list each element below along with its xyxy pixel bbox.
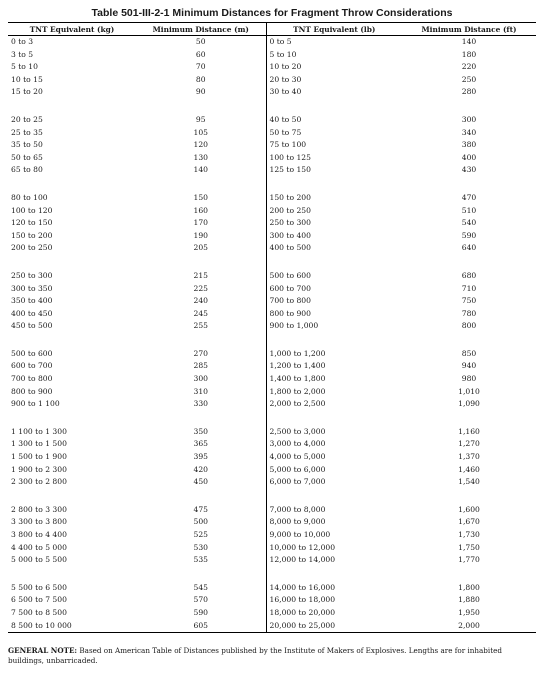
cell-tnt-kg: 5 to 10 — [11, 62, 38, 72]
cell-distance-ft: 1,750 — [458, 542, 480, 552]
cell-tnt-lb: 10 to 20 — [266, 61, 402, 74]
cell-distance-ft: 400 — [461, 152, 477, 162]
table-row — [8, 164, 536, 177]
spacer-cell — [402, 567, 536, 582]
cell-tnt-lb: 1,800 to 2,000 — [266, 386, 402, 399]
cell-distance-ft: 1,370 — [458, 452, 480, 462]
cell-distance-ft: 1,090 — [458, 399, 480, 409]
cell-tnt-lb: 20,000 to 25,000 — [266, 620, 402, 633]
cell-tnt-lb: 200 to 250 — [266, 205, 402, 218]
cell-distance-ft: 300 — [461, 114, 477, 124]
cell-distance-ft: 1,670 — [458, 517, 480, 527]
cell-tnt-kg: 100 to 120 — [11, 205, 53, 215]
cell-distance-ft: 280 — [461, 87, 477, 97]
cell-tnt-kg: 400 to 450 — [11, 308, 53, 318]
note-text: Based on American Table of Distances published by the Institute of Makers of Explosives. Lengths are for inhabited buildings, unbarricaded. — [8, 646, 502, 665]
spacer-cell — [8, 177, 136, 192]
group-spacer — [8, 255, 536, 270]
cell-tnt-lb: 9,000 to 10,000 — [266, 529, 402, 542]
cell-tnt-lb: 50 to 75 — [266, 127, 402, 140]
cell-tnt-kg: 600 to 700 — [11, 361, 53, 371]
cell-tnt-lb: 800 to 900 — [266, 308, 402, 321]
cell-distance-m: 150 — [193, 192, 208, 202]
cell-tnt-kg: 5 000 to 5 500 — [11, 555, 67, 565]
spacer-cell — [136, 255, 266, 270]
table-row — [8, 582, 536, 595]
table-row — [8, 49, 536, 62]
cell-tnt-kg: 350 to 400 — [11, 296, 53, 306]
cell-distance-ft: 780 — [461, 308, 477, 318]
cell-distance-ft: 250 — [461, 74, 477, 84]
cell-distance-m: 270 — [193, 348, 208, 358]
cell-tnt-lb: 12,000 to 14,000 — [266, 554, 402, 567]
cell-distance-m: 395 — [193, 452, 208, 462]
cell-tnt-kg: 120 to 150 — [11, 218, 53, 228]
cell-distance-ft: 2,000 — [402, 620, 536, 633]
spacer-cell — [136, 177, 266, 192]
cell-distance-m: 330 — [193, 399, 208, 409]
table-row — [8, 398, 536, 411]
table-row — [8, 529, 536, 542]
cell-distance-m: 450 — [193, 477, 208, 487]
cell-tnt-lb: 20 to 30 — [266, 74, 402, 87]
table-row — [8, 620, 536, 633]
cell-distance-ft: 980 — [461, 374, 477, 384]
cell-tnt-lb: 10,000 to 12,000 — [266, 542, 402, 555]
cell-distance-m: 170 — [193, 218, 208, 228]
cell-tnt-kg: 1 500 to 1 900 — [11, 452, 67, 462]
table-row — [8, 283, 536, 296]
table-row — [8, 594, 536, 607]
table-row — [8, 114, 536, 127]
cell-tnt-lb: 16,000 to 18,000 — [266, 594, 402, 607]
cell-tnt-kg: 15 to 20 — [11, 87, 43, 97]
cell-distance-m: 225 — [193, 283, 208, 293]
cell-distance-ft: 1,540 — [458, 477, 480, 487]
group-spacer — [8, 99, 536, 114]
cell-distance-ft: 1,270 — [458, 439, 480, 449]
spacer-cell — [266, 255, 402, 270]
cell-distance-ft: 1,010 — [458, 386, 480, 396]
cell-distance-m: 535 — [193, 555, 208, 565]
cell-tnt-lb: 700 to 800 — [266, 295, 402, 308]
group-spacer — [8, 411, 536, 426]
cell-tnt-kg: 300 to 350 — [11, 283, 53, 293]
cell-distance-ft: 1,800 — [458, 582, 480, 592]
cell-distance-m: 90 — [195, 87, 206, 97]
cell-distance-ft: 590 — [461, 230, 477, 240]
cell-tnt-kg: 6 500 to 7 500 — [11, 595, 67, 605]
table-row — [8, 476, 536, 489]
cell-distance-m: 420 — [193, 464, 208, 474]
cell-tnt-kg: 3 to 5 — [11, 49, 34, 59]
table-row — [8, 152, 536, 165]
cell-tnt-lb: 400 to 500 — [266, 242, 402, 255]
col-header-tnt-kg: TNT Equivalent (kg) — [8, 23, 136, 36]
cell-distance-ft: 940 — [461, 361, 477, 371]
cell-tnt-lb: 40 to 50 — [266, 114, 402, 127]
cell-tnt-lb: 0 to 5 — [266, 36, 402, 49]
cell-tnt-kg: 1 300 to 1 500 — [11, 439, 67, 449]
spacer-cell — [136, 567, 266, 582]
cell-distance-ft: 1,770 — [458, 555, 480, 565]
spacer-cell — [266, 177, 402, 192]
table-row — [8, 542, 536, 555]
cell-tnt-lb: 7,000 to 8,000 — [266, 504, 402, 517]
table-title: Table 501-III-2-1 Minimum Distances for Fragment Throw Considerations — [91, 7, 453, 19]
cell-distance-m: 95 — [195, 114, 206, 124]
table-row — [8, 217, 536, 230]
table-row — [8, 554, 536, 567]
cell-tnt-kg: 25 to 35 — [11, 127, 43, 137]
cell-tnt-lb: 100 to 125 — [266, 152, 402, 165]
note-label: GENERAL NOTE: — [8, 646, 78, 655]
cell-distance-m: 285 — [193, 361, 208, 371]
cell-distance-ft: 1,460 — [458, 464, 480, 474]
table-row — [8, 373, 536, 386]
cell-tnt-kg: 2 300 to 2 800 — [11, 477, 67, 487]
table-row — [8, 295, 536, 308]
table-row — [8, 230, 536, 243]
cell-distance-m: 105 — [193, 127, 208, 137]
cell-distance-ft: 340 — [461, 127, 477, 137]
cell-distance-m: 365 — [193, 439, 208, 449]
cell-distance-m: 605 — [136, 620, 266, 633]
cell-distance-ft: 850 — [461, 348, 477, 358]
table-row — [8, 516, 536, 529]
spacer-cell — [266, 333, 402, 348]
cell-tnt-lb: 5,000 to 6,000 — [266, 464, 402, 477]
cell-distance-ft: 1,160 — [458, 426, 480, 436]
cell-tnt-lb: 5 to 10 — [266, 49, 402, 62]
cell-tnt-kg: 20 to 25 — [11, 114, 43, 124]
cell-distance-m: 160 — [193, 205, 208, 215]
cell-distance-m: 590 — [193, 607, 208, 617]
table-row — [8, 320, 536, 333]
cell-tnt-kg: 8 500 to 10 000 — [8, 620, 136, 633]
cell-tnt-lb: 1,400 to 1,800 — [266, 373, 402, 386]
cell-tnt-kg: 50 to 65 — [11, 152, 43, 162]
cell-tnt-lb: 900 to 1,000 — [266, 320, 402, 333]
cell-tnt-lb: 150 to 200 — [266, 192, 402, 205]
cell-distance-ft: 140 — [461, 37, 477, 46]
col-header-distance-m: Minimum Distance (m) — [136, 23, 266, 36]
cell-tnt-lb: 600 to 700 — [266, 283, 402, 296]
cell-tnt-kg: 450 to 500 — [11, 321, 53, 331]
spacer-cell — [402, 99, 536, 114]
cell-distance-ft: 800 — [461, 321, 477, 331]
spacer-cell — [8, 567, 136, 582]
cell-tnt-lb: 8,000 to 9,000 — [266, 516, 402, 529]
header-row — [8, 23, 536, 36]
cell-distance-ft: 1,730 — [458, 530, 480, 539]
cell-tnt-kg: 35 to 50 — [11, 140, 43, 150]
spacer-cell — [402, 177, 536, 192]
table-row — [8, 205, 536, 218]
table-row — [8, 386, 536, 399]
spacer-cell — [402, 411, 536, 426]
cell-tnt-kg: 5 500 to 6 500 — [11, 582, 67, 592]
cell-distance-ft: 640 — [461, 243, 477, 253]
cell-tnt-lb: 500 to 600 — [266, 270, 402, 283]
cell-tnt-lb: 2,500 to 3,000 — [266, 426, 402, 439]
cell-distance-ft: 1,600 — [458, 504, 480, 514]
cell-distance-ft: 1,880 — [458, 595, 480, 605]
cell-distance-m: 80 — [195, 74, 206, 84]
cell-distance-m: 310 — [193, 386, 208, 396]
spacer-cell — [402, 489, 536, 504]
cell-distance-m: 190 — [193, 230, 208, 240]
table-row — [8, 348, 536, 361]
cell-tnt-lb: 14,000 to 16,000 — [266, 582, 402, 595]
cell-distance-ft: 470 — [461, 192, 477, 202]
spacer-cell — [8, 411, 136, 426]
cell-tnt-kg: 150 to 200 — [11, 230, 53, 240]
spacer-cell — [136, 99, 266, 114]
cell-tnt-kg: 80 to 100 — [11, 192, 48, 202]
cell-distance-m: 70 — [195, 62, 206, 72]
table-row — [8, 127, 536, 140]
cell-distance-ft: 540 — [461, 218, 477, 228]
cell-distance-m: 500 — [193, 517, 208, 527]
cell-tnt-lb: 75 to 100 — [266, 139, 402, 152]
cell-tnt-kg: 3 300 to 3 800 — [11, 517, 67, 527]
table-row — [8, 61, 536, 74]
cell-tnt-lb: 18,000 to 20,000 — [266, 607, 402, 620]
spacer-cell — [266, 99, 402, 114]
spacer-cell — [8, 99, 136, 114]
cell-tnt-kg: 700 to 800 — [11, 374, 53, 384]
table-row — [8, 426, 536, 439]
table-row — [8, 504, 536, 517]
table-row — [8, 464, 536, 477]
cell-distance-ft: 1,950 — [458, 607, 480, 617]
table-row — [8, 308, 536, 321]
cell-tnt-lb: 1,000 to 1,200 — [266, 348, 402, 361]
cell-distance-ft: 380 — [461, 140, 477, 150]
table-row — [8, 74, 536, 87]
col-header-tnt-lb: TNT Equivalent (lb) — [266, 23, 402, 36]
cell-tnt-lb: 125 to 150 — [266, 164, 402, 177]
cell-tnt-lb: 300 to 400 — [266, 230, 402, 243]
group-spacer — [8, 333, 536, 348]
cell-tnt-kg: 0 to 3 — [11, 37, 34, 46]
cell-tnt-kg: 250 to 300 — [11, 270, 53, 280]
table-row — [8, 192, 536, 205]
spacer-cell — [8, 255, 136, 270]
cell-tnt-kg: 10 to 15 — [11, 74, 43, 84]
table-row — [8, 607, 536, 620]
cell-tnt-lb: 2,000 to 2,500 — [266, 398, 402, 411]
spacer-cell — [402, 255, 536, 270]
table-body — [8, 36, 536, 633]
table-row — [8, 451, 536, 464]
table-row — [8, 86, 536, 99]
cell-tnt-kg: 200 to 250 — [11, 243, 53, 253]
cell-distance-m: 525 — [193, 530, 208, 539]
spacer-cell — [402, 333, 536, 348]
spacer-cell — [266, 411, 402, 426]
cell-distance-m: 255 — [193, 321, 208, 331]
cell-distance-ft: 180 — [461, 49, 477, 59]
spacer-cell — [8, 333, 136, 348]
cell-distance-ft: 680 — [461, 270, 477, 280]
cell-distance-m: 570 — [193, 595, 208, 605]
cell-tnt-kg: 4 400 to 5 000 — [11, 542, 67, 552]
cell-distance-ft: 430 — [461, 165, 477, 175]
cell-tnt-lb: 3,000 to 4,000 — [266, 438, 402, 451]
group-spacer — [8, 177, 536, 192]
cell-distance-ft: 510 — [461, 205, 477, 215]
distance-table — [8, 22, 536, 633]
cell-distance-m: 545 — [193, 582, 208, 592]
group-spacer — [8, 567, 536, 582]
cell-tnt-kg: 1 900 to 2 300 — [11, 464, 67, 474]
cell-tnt-kg: 500 to 600 — [11, 348, 53, 358]
cell-distance-ft: 710 — [461, 283, 477, 293]
col-header-distance-ft: Minimum Distance (ft) — [402, 23, 536, 36]
spacer-cell — [266, 567, 402, 582]
cell-distance-m: 300 — [193, 374, 208, 384]
cell-distance-m: 215 — [193, 270, 208, 280]
spacer-cell — [136, 489, 266, 504]
cell-distance-m: 60 — [195, 49, 206, 59]
spacer-cell — [136, 411, 266, 426]
cell-tnt-kg: 65 to 80 — [11, 165, 43, 175]
cell-distance-m: 350 — [193, 426, 208, 436]
cell-tnt-kg: 2 800 to 3 300 — [11, 504, 67, 514]
table-row — [8, 139, 536, 152]
general-note — [8, 646, 536, 666]
cell-tnt-kg: 1 100 to 1 300 — [11, 426, 67, 436]
cell-distance-m: 530 — [193, 542, 208, 552]
spacer-cell — [266, 489, 402, 504]
table-row — [8, 270, 536, 283]
table-row — [8, 438, 536, 451]
cell-distance-m: 240 — [193, 296, 208, 306]
cell-tnt-lb: 30 to 40 — [266, 86, 402, 99]
cell-tnt-kg: 7 500 to 8 500 — [11, 607, 67, 617]
spacer-cell — [136, 333, 266, 348]
cell-distance-m: 245 — [193, 308, 208, 318]
cell-tnt-kg: 800 to 900 — [11, 386, 53, 396]
cell-distance-m: 140 — [193, 165, 208, 175]
cell-distance-m: 475 — [193, 504, 208, 514]
table-row — [8, 360, 536, 373]
cell-distance-m: 130 — [193, 152, 208, 162]
cell-distance-ft: 750 — [461, 296, 477, 306]
cell-tnt-lb: 6,000 to 7,000 — [266, 476, 402, 489]
cell-tnt-kg: 900 to 1 100 — [11, 399, 60, 409]
spacer-cell — [8, 489, 136, 504]
cell-tnt-lb: 1,200 to 1,400 — [266, 360, 402, 373]
cell-distance-ft: 220 — [461, 62, 477, 72]
table-row — [8, 36, 536, 49]
cell-distance-m: 120 — [193, 140, 208, 150]
cell-distance-m: 50 — [195, 37, 206, 46]
cell-tnt-lb: 4,000 to 5,000 — [266, 451, 402, 464]
cell-tnt-lb: 250 to 300 — [266, 217, 402, 230]
table-row — [8, 242, 536, 255]
group-spacer — [8, 489, 536, 504]
cell-distance-m: 205 — [193, 243, 208, 253]
cell-tnt-kg: 3 800 to 4 400 — [11, 530, 67, 539]
